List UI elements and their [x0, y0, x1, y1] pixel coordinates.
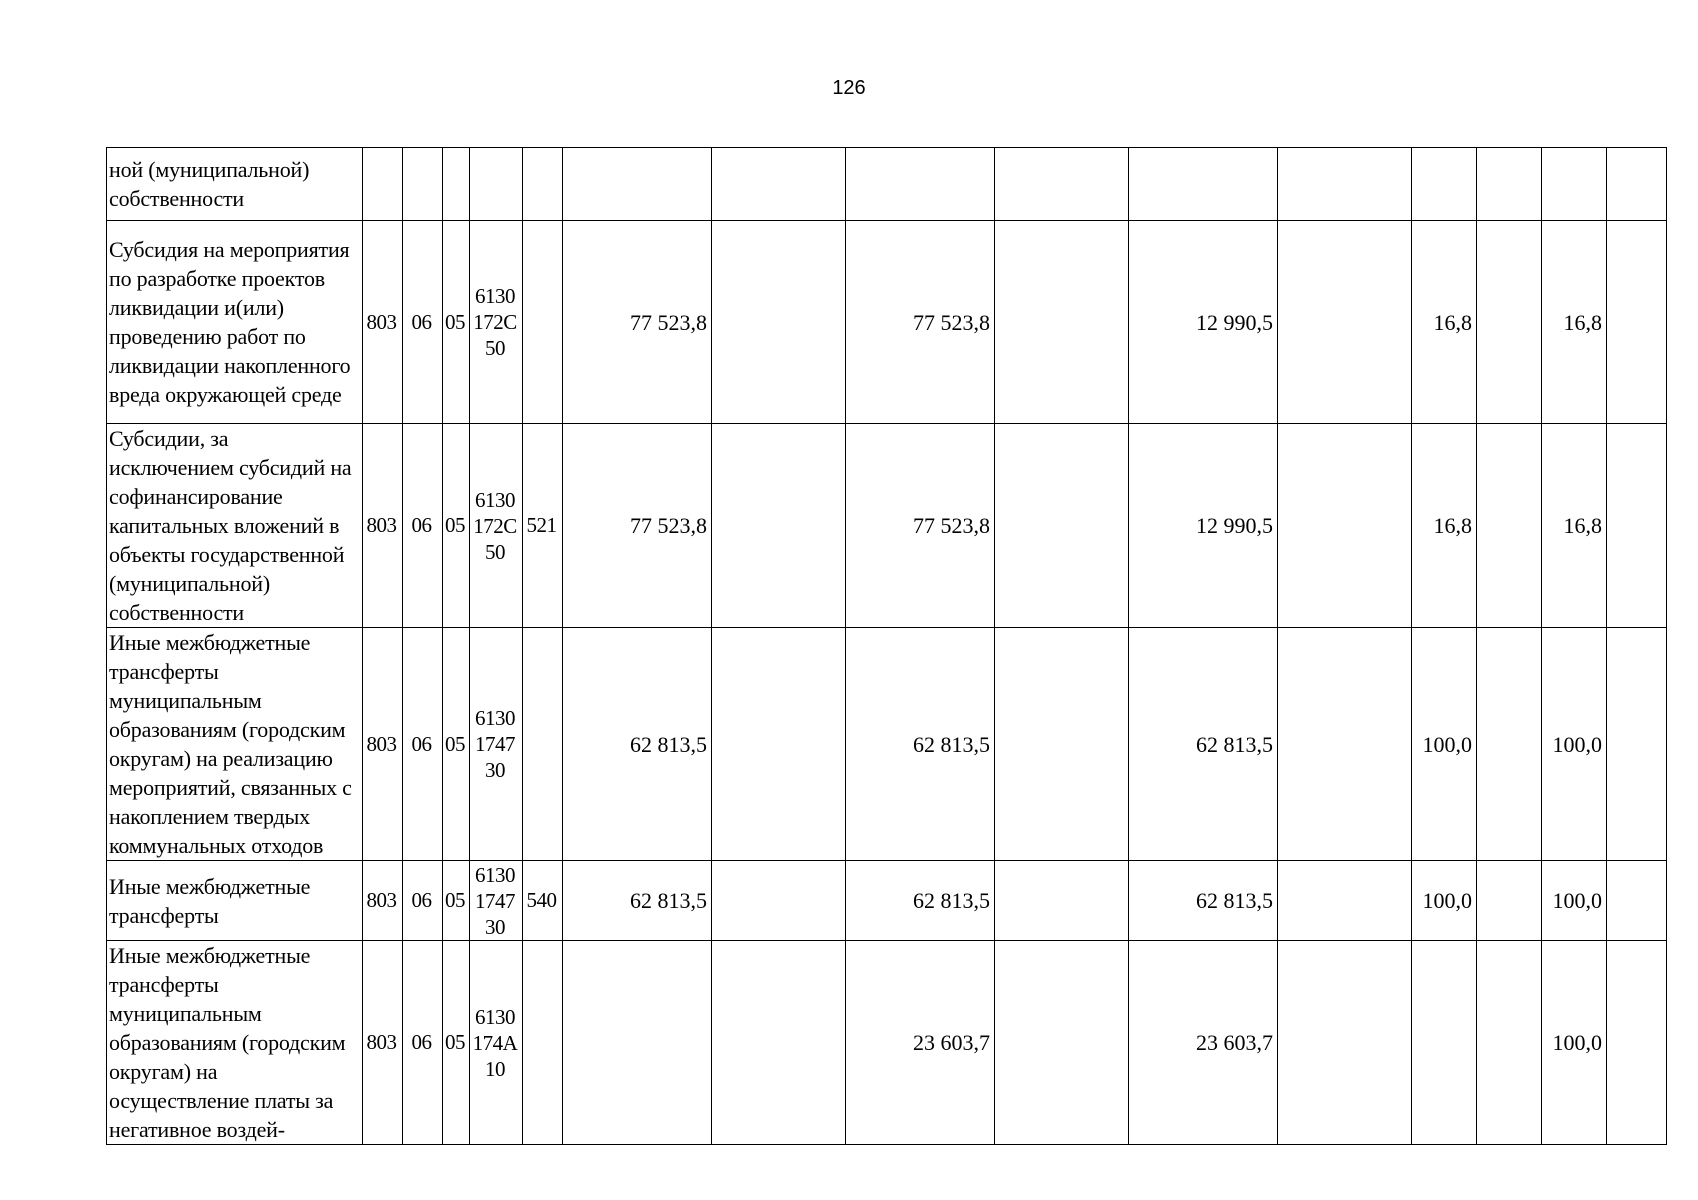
cell-empty	[995, 424, 1129, 628]
cell-percent-2: 100,0	[1542, 628, 1607, 861]
cell-amount-3	[1129, 148, 1278, 221]
cell-section-code: 06	[403, 221, 443, 424]
cell-amount-3: 12 990,5	[1129, 424, 1278, 628]
cell-name: ной (муниципальной) собственности	[107, 148, 363, 221]
cell-amount-3: 62 813,5	[1129, 628, 1278, 861]
cell-empty	[712, 424, 846, 628]
cell-percent-1	[1412, 148, 1477, 221]
cell-expense-type: 540	[523, 861, 563, 941]
cell-expense-type	[523, 221, 563, 424]
cell-target-code: 6130 1747 30	[470, 628, 523, 861]
cell-expense-type: 521	[523, 424, 563, 628]
cell-percent-1: 100,0	[1412, 628, 1477, 861]
cell-amount-2: 23 603,7	[846, 941, 995, 1145]
cell-empty	[995, 941, 1129, 1145]
cell-name: Субсидия на мероприятия по разработке проектов ликвидации и(или) проведению работ по ликвидации накопленного вреда окружающей среде	[107, 221, 363, 424]
cell-name: Иные межбюджетные трансферты	[107, 861, 363, 941]
page-number: 126	[832, 77, 866, 99]
table-row	[107, 941, 1667, 1145]
cell-empty	[1607, 941, 1667, 1145]
cell-amount-2: 77 523,8	[846, 424, 995, 628]
cell-percent-1: 16,8	[1412, 221, 1477, 424]
cell-ministry-code	[363, 148, 403, 221]
cell-subsection-code: 05	[443, 221, 470, 424]
cell-empty	[712, 941, 846, 1145]
cell-percent-1: 100,0	[1412, 861, 1477, 941]
cell-percent-2: 100,0	[1542, 941, 1607, 1145]
cell-percent-1	[1412, 941, 1477, 1145]
cell-empty	[1278, 628, 1412, 861]
cell-section-code	[403, 148, 443, 221]
cell-empty	[995, 628, 1129, 861]
cell-section-code: 06	[403, 941, 443, 1145]
cell-amount-3: 12 990,5	[1129, 221, 1278, 424]
table-row	[107, 628, 1667, 861]
cell-empty	[712, 148, 846, 221]
cell-percent-1: 16,8	[1412, 424, 1477, 628]
cell-ministry-code: 803	[363, 424, 403, 628]
cell-amount-2: 62 813,5	[846, 861, 995, 941]
cell-empty	[1607, 628, 1667, 861]
cell-subsection-code: 05	[443, 941, 470, 1145]
cell-amount-1: 77 523,8	[563, 424, 712, 628]
cell-amount-2: 77 523,8	[846, 221, 995, 424]
cell-empty	[1278, 424, 1412, 628]
cell-empty	[1477, 941, 1542, 1145]
cell-amount-1: 62 813,5	[563, 628, 712, 861]
cell-target-code: 6130 172С 50	[470, 424, 523, 628]
cell-empty	[1278, 861, 1412, 941]
cell-empty	[1278, 148, 1412, 221]
cell-amount-1: 77 523,8	[563, 221, 712, 424]
cell-ministry-code: 803	[363, 628, 403, 861]
cell-empty	[1477, 148, 1542, 221]
table-row	[107, 861, 1667, 941]
cell-section-code: 06	[403, 861, 443, 941]
cell-empty	[1278, 941, 1412, 1145]
cell-empty	[1278, 221, 1412, 424]
cell-amount-1	[563, 148, 712, 221]
cell-empty	[995, 861, 1129, 941]
cell-percent-2	[1542, 148, 1607, 221]
cell-amount-2	[846, 148, 995, 221]
cell-expense-type	[523, 941, 563, 1145]
cell-empty	[1477, 221, 1542, 424]
cell-empty	[1607, 424, 1667, 628]
cell-target-code: 6130 172С 50	[470, 221, 523, 424]
cell-empty	[1607, 221, 1667, 424]
cell-ministry-code: 803	[363, 941, 403, 1145]
cell-percent-2: 16,8	[1542, 424, 1607, 628]
cell-ministry-code: 803	[363, 221, 403, 424]
table-row	[107, 148, 1667, 221]
cell-expense-type	[523, 148, 563, 221]
cell-amount-1	[563, 941, 712, 1145]
cell-target-code	[470, 148, 523, 221]
cell-empty	[1477, 861, 1542, 941]
cell-empty	[712, 628, 846, 861]
cell-empty	[1477, 628, 1542, 861]
cell-subsection-code	[443, 148, 470, 221]
cell-empty	[1477, 424, 1542, 628]
table-row	[107, 221, 1667, 424]
cell-name: Иные межбюджетные трансферты муниципальным образованиям (городским округам) на осуществление платы за негативное воздей-	[107, 941, 363, 1145]
cell-ministry-code: 803	[363, 861, 403, 941]
cell-empty	[1607, 861, 1667, 941]
cell-name: Субсидии, за исключением субсидий на софинансирование капитальных вложений в объекты государственной (муниципальной) собственности	[107, 424, 363, 628]
cell-target-code: 6130 174А 10	[470, 941, 523, 1145]
cell-subsection-code: 05	[443, 861, 470, 941]
cell-percent-2: 100,0	[1542, 861, 1607, 941]
cell-empty	[995, 148, 1129, 221]
cell-amount-2: 62 813,5	[846, 628, 995, 861]
cell-amount-3: 23 603,7	[1129, 941, 1278, 1145]
cell-amount-3: 62 813,5	[1129, 861, 1278, 941]
budget-table	[106, 147, 1667, 1145]
cell-percent-2: 16,8	[1542, 221, 1607, 424]
cell-empty	[712, 221, 846, 424]
cell-empty	[995, 221, 1129, 424]
cell-subsection-code: 05	[443, 628, 470, 861]
cell-target-code: 6130 1747 30	[470, 861, 523, 941]
cell-empty	[1607, 148, 1667, 221]
cell-amount-1: 62 813,5	[563, 861, 712, 941]
cell-section-code: 06	[403, 628, 443, 861]
cell-name: Иные межбюджетные трансферты муниципальным образованиям (городским округам) на реализацию мероприятий, связанных с накоплением твердых коммунальных отходов	[107, 628, 363, 861]
cell-section-code: 06	[403, 424, 443, 628]
cell-empty	[712, 861, 846, 941]
table-row	[107, 424, 1667, 628]
cell-subsection-code: 05	[443, 424, 470, 628]
cell-expense-type	[523, 628, 563, 861]
